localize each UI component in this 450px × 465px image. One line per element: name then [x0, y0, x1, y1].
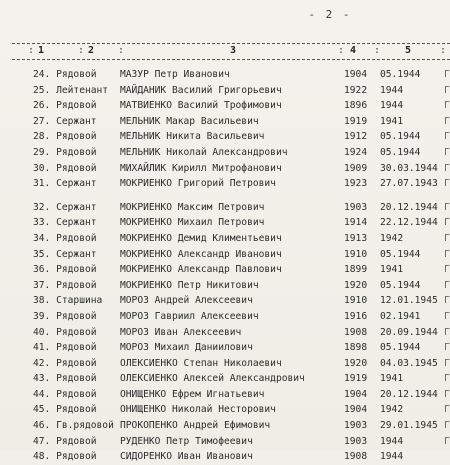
margin-mark: Г — [444, 162, 450, 174]
full-name: ОНИЩЕНКО Николай Несторович — [120, 404, 276, 416]
rank: 34. Рядовой — [33, 232, 97, 244]
birth-year: 1910 — [344, 295, 368, 307]
rank: 46. Гв.рядовой — [33, 420, 114, 432]
rank: 27. Сержант — [33, 115, 97, 127]
page-number: - 2 - — [308, 8, 352, 21]
table-row — [0, 309, 450, 325]
table-header — [0, 45, 450, 59]
death-date: 05.1944 — [380, 342, 421, 354]
table-row — [0, 161, 450, 177]
header-bottom-rule — [12, 59, 450, 60]
full-name: МАТВИЕНКО Василий Трофимович — [120, 100, 282, 112]
margin-mark: Г — [444, 326, 450, 338]
birth-year: 1919 — [344, 115, 368, 127]
column-separator: : — [28, 45, 35, 56]
margin-mark: Г — [444, 115, 450, 127]
death-date: 20.12.1944 — [380, 388, 438, 400]
column-header-5: 5 — [405, 45, 412, 56]
rank: 38. Старшина — [33, 295, 103, 307]
birth-year: 1922 — [344, 84, 368, 96]
table-row — [0, 340, 450, 356]
birth-year: 1914 — [344, 217, 368, 229]
margin-mark: Г — [444, 84, 450, 96]
full-name: МАЗУР Петр Иванович — [120, 69, 230, 80]
margin-mark: Г — [444, 131, 450, 143]
column-separator: : — [338, 45, 345, 56]
birth-year: 1920 — [344, 279, 368, 291]
column-separator: : — [78, 45, 85, 56]
rank: 35. Сержант — [33, 248, 97, 260]
death-date: 1941 — [380, 115, 404, 127]
birth-year: 1903 — [344, 201, 368, 213]
rank: 31. Сержант — [33, 178, 97, 190]
rank: 29. Рядовой — [33, 146, 97, 158]
full-name: МОКРИЕНКО Петр Никитович — [120, 279, 259, 291]
birth-year: 1919 — [344, 373, 368, 385]
column-separator: : — [374, 45, 381, 56]
full-name: МОКРИЕНКО Григорий Петрович — [120, 178, 276, 190]
death-date: 05.1944 — [380, 146, 421, 158]
margin-mark: Г — [444, 217, 450, 229]
full-name: МОКРИЕНКО Александр Павлович — [120, 264, 282, 276]
birth-year: 1908 — [344, 451, 368, 463]
death-date: 1944 — [380, 100, 404, 112]
table-row — [0, 434, 450, 450]
birth-year: 1910 — [344, 248, 368, 260]
margin-mark: Г — [444, 310, 450, 322]
death-date: 22.12.1944 — [380, 217, 438, 229]
full-name: МЕЛЬНИК Никита Васильевич — [120, 131, 265, 143]
table-row — [0, 387, 450, 403]
rank: 30. Рядовой — [33, 162, 97, 174]
margin-mark: Г — [444, 435, 450, 447]
birth-year: 1904 — [344, 404, 368, 416]
table-row — [0, 418, 450, 434]
death-date: 02.1941 — [380, 310, 421, 322]
margin-mark: Г — [444, 100, 450, 112]
birth-year: 1904 — [344, 69, 368, 80]
rank: 41. Рядовой — [33, 342, 97, 354]
margin-mark: Г — [444, 420, 450, 432]
rank: 25. Лейтенант — [33, 84, 109, 96]
rank: 24. Рядовой — [33, 69, 97, 80]
table-row — [0, 325, 450, 341]
record-list — [0, 67, 450, 465]
birth-year: 1920 — [344, 357, 368, 369]
margin-mark: Г — [444, 201, 450, 213]
margin-mark: Г — [444, 373, 450, 385]
birth-year: 1916 — [344, 310, 368, 322]
full-name: МОРОЗ Иван Алексеевич — [120, 326, 242, 338]
full-name: МОКРИЕНКО Демид Климентьевич — [120, 232, 282, 244]
death-date: 29.01.1945 — [380, 420, 438, 432]
full-name: РУДЕНКО Петр Тимофеевич — [120, 435, 253, 447]
margin-mark: Г — [444, 69, 450, 80]
table-row — [0, 356, 450, 372]
margin-mark: Г — [444, 342, 450, 354]
table-row — [0, 449, 450, 465]
table-row — [0, 176, 450, 192]
death-date: 30.03.1944 — [380, 162, 438, 174]
death-date: 05.1944 — [380, 69, 421, 80]
death-date: 05.1944 — [380, 131, 421, 143]
full-name: ОЛЕКСИЕНКО Алексей Александрович — [120, 373, 305, 385]
rank: 47. Рядовой — [33, 435, 97, 447]
table-row — [0, 371, 450, 387]
death-date: 1944 — [380, 435, 404, 447]
full-name: ОЛЕКСИЕНКО Степан Николаевич — [120, 357, 282, 369]
full-name: МОРОЗ Михаил Даниилович — [120, 342, 253, 354]
table-row — [0, 67, 450, 83]
column-separator: : — [118, 45, 125, 56]
death-date: 1944 — [380, 451, 404, 463]
column-header-2: 2 — [88, 45, 95, 56]
column-header-3: 3 — [230, 45, 237, 56]
column-header-4: 4 — [350, 45, 357, 56]
margin-mark: Г — [444, 279, 450, 291]
table-row — [0, 231, 450, 247]
margin-mark: Г — [444, 295, 450, 307]
table-row — [0, 215, 450, 231]
full-name: МАЙДАНИК Василий Григорьевич — [120, 84, 282, 96]
death-date: 05.1944 — [380, 248, 421, 260]
rank: 45. Рядовой — [33, 404, 97, 416]
birth-year: 1904 — [344, 388, 368, 400]
rank: 39. Рядовой — [33, 310, 97, 322]
rank: 26. Рядовой — [33, 100, 97, 112]
death-date: 1942 — [380, 404, 404, 416]
rank: 28. Рядовой — [33, 131, 97, 143]
margin-mark: Г — [444, 388, 450, 400]
full-name: МИХАЙЛИК Кирилл Митрофанович — [120, 162, 282, 174]
birth-year: 1912 — [344, 131, 368, 143]
margin-mark: Г — [444, 248, 450, 260]
column-separator: : — [440, 45, 447, 56]
rank: 43. Рядовой — [33, 373, 97, 385]
table-row — [0, 402, 450, 418]
birth-year: 1924 — [344, 146, 368, 158]
header-top-rule — [12, 43, 450, 44]
rank: 36. Рядовой — [33, 264, 97, 276]
full-name: МЕЛЬНИК Николай Александрович — [120, 146, 288, 158]
full-name: ПРОКОПЕНКО Андрей Ефимович — [120, 420, 271, 432]
birth-year: 1898 — [344, 342, 368, 354]
table-row — [0, 129, 450, 145]
column-header-1: 1 — [38, 45, 45, 56]
death-date: 1942 — [380, 232, 404, 244]
full-name: МОРОЗ Андрей Алексеевич — [120, 295, 253, 307]
table-row — [0, 114, 450, 130]
table-row — [0, 262, 450, 278]
rank: 37. Рядовой — [33, 279, 97, 291]
table-row — [0, 247, 450, 263]
rank: 40. Рядовой — [33, 326, 97, 338]
full-name: ОНИЩЕНКО Ефрем Игнатьевич — [120, 388, 265, 400]
full-name: МОКРИЕНКО Александр Иванович — [120, 248, 282, 260]
table-row — [0, 192, 450, 200]
death-date: 20.09.1944 — [380, 326, 438, 338]
table-row — [0, 200, 450, 216]
full-name: МЕЛЬНИК Макар Васильевич — [120, 115, 259, 127]
death-date: 1941 — [380, 373, 404, 385]
death-date: 27.07.1943 — [380, 178, 438, 190]
birth-year: 1913 — [344, 232, 368, 244]
birth-year: 1899 — [344, 264, 368, 276]
table-row — [0, 98, 450, 114]
birth-year: 1903 — [344, 420, 368, 432]
margin-mark: Г — [444, 178, 450, 190]
birth-year: 1903 — [344, 435, 368, 447]
margin-mark: Г — [444, 404, 450, 416]
rank: 48. Рядовой — [33, 451, 97, 463]
full-name: МОКРИЕНКО Михаил Петрович — [120, 217, 265, 229]
death-date: 12.01.1945 — [380, 295, 438, 307]
rank: 32. Сержант — [33, 201, 97, 213]
rank: 33. Сержант — [33, 217, 97, 229]
death-date: 1944 — [380, 84, 404, 96]
table-row — [0, 145, 450, 161]
margin-mark: Г — [444, 264, 450, 276]
birth-year: 1923 — [344, 178, 368, 190]
rank: 42. Рядовой — [33, 357, 97, 369]
table-row — [0, 278, 450, 294]
death-date: 05.1944 — [380, 279, 421, 291]
full-name: СИДОРЕНКО Иван Иванович — [120, 451, 253, 463]
death-date: 20.12.1944 — [380, 201, 438, 213]
death-date: 04.03.1945 — [380, 357, 438, 369]
birth-year: 1896 — [344, 100, 368, 112]
rank: 44. Рядовой — [33, 388, 97, 400]
margin-mark: Г — [444, 357, 450, 369]
full-name: МОРОЗ Гавриил Алексеевич — [120, 310, 259, 322]
margin-mark: Г — [444, 232, 450, 244]
table-row — [0, 83, 450, 99]
death-date: 1941 — [380, 264, 404, 276]
margin-mark: Г — [444, 146, 450, 158]
birth-year: 1908 — [344, 326, 368, 338]
table-row — [0, 293, 450, 309]
birth-year: 1909 — [344, 162, 368, 174]
full-name: МОКРИЕНКО Максим Петрович — [120, 201, 265, 213]
